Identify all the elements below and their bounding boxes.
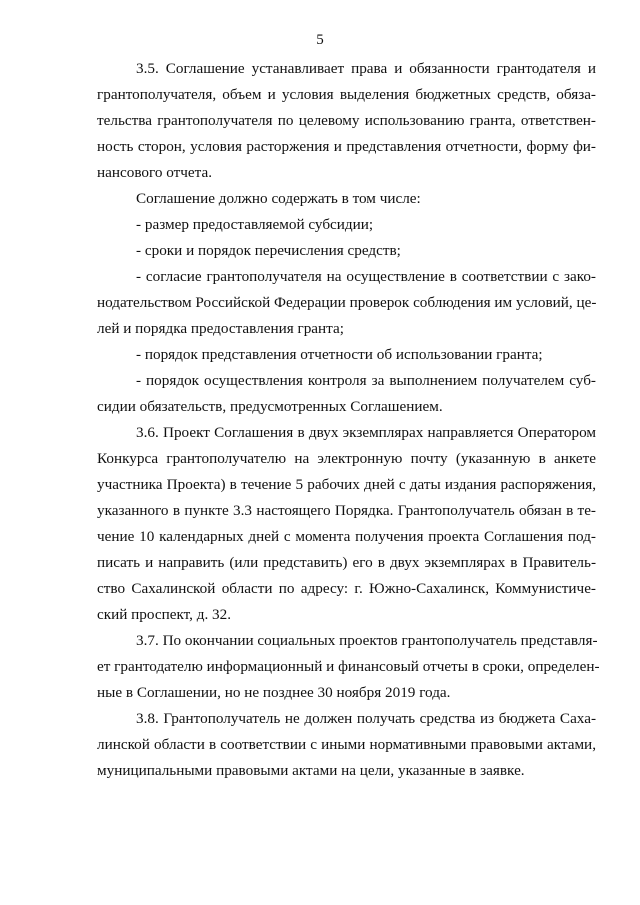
text-line: Соглашение должно содержать в том числе:: [136, 190, 421, 207]
text-line: сидии обязательств, предусмотренных Соглашением.: [97, 398, 443, 415]
text-line: лей и порядка предоставления гранта;: [97, 320, 344, 337]
list-item: - согласие грантополучателя на осуществление в соответствии с зако-: [136, 268, 596, 285]
text-line: тельства грантополучателя по целевому использованию гранта, ответствен-: [97, 112, 596, 129]
text-line: писать и направить (или представить) его в двух экземплярах в Правитель-: [97, 554, 596, 571]
text-line: указанного в пункте 3.3 настоящего Порядка. Грантополучатель обязан в те-: [97, 502, 596, 519]
list-item: - сроки и порядок перечисления средств;: [136, 242, 401, 259]
text-line: 3.6. Проект Соглашения в двух экземплярах направляется Оператором: [136, 424, 596, 441]
text-line: ет грантодателю информационный и финансовый отчеты в сроки, определен-: [97, 658, 600, 675]
text-line: нансового отчета.: [97, 164, 213, 181]
text-line: 3.8. Грантополучатель не должен получать средства из бюджета Саха-: [136, 710, 596, 727]
text-line: ные в Соглашении, но не позднее 30 ноября 2019 года.: [97, 684, 451, 701]
text-line: линской области в соответствии с иными нормативными правовыми актами,: [97, 736, 596, 753]
text-line: грантополучателя, объем и условия выделения бюджетных средств, обяза-: [97, 86, 596, 103]
text-line: нодательством Российской Федерации проверок соблюдения им условий, це-: [97, 294, 597, 311]
list-item: - размер предоставляемой субсидии;: [136, 216, 374, 233]
text-line: 3.5. Соглашение устанавливает права и обязанности грантодателя и: [136, 60, 596, 77]
text-line: ность сторон, условия расторжения и представления отчетности, форму фи-: [97, 138, 596, 155]
list-item: - порядок представления отчетности об использовании гранта;: [136, 346, 543, 363]
text-line: 3.7. По окончании социальных проектов грантополучатель представля-: [136, 632, 598, 649]
text-line: участника Проекта) в течение 5 рабочих дней с даты издания распоряжения,: [97, 476, 596, 493]
text-line: Конкурса грантополучателю на электронную почту (указанную в анкете: [97, 450, 596, 467]
text-line: муниципальными правовыми актами на цели, указанные в заявке.: [97, 762, 525, 779]
text-line: чение 10 календарных дней с момента получения проекта Соглашения под-: [97, 528, 596, 545]
text-line: ство Сахалинской области по адресу: г. Южно-Сахалинск, Коммунистиче-: [97, 580, 596, 597]
text-line: ский проспект, д. 32.: [97, 606, 232, 623]
page-number: 5: [316, 32, 324, 48]
list-item: - порядок осуществления контроля за выполнением получателем суб-: [136, 372, 596, 389]
